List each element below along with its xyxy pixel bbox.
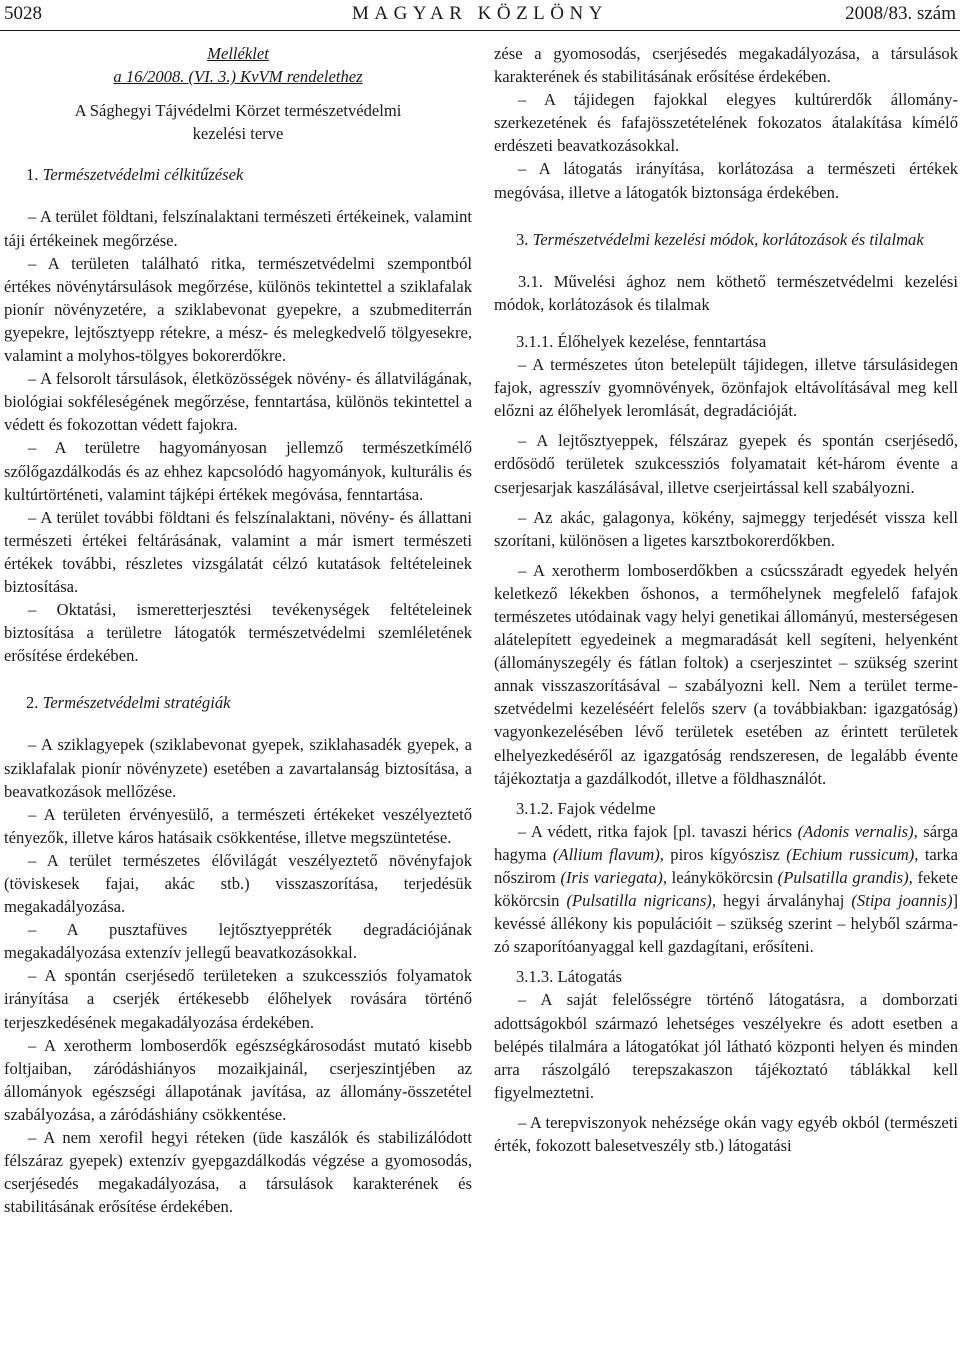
subsection-3-1-2-heading [494,797,958,820]
document-title-line1: A Sághegyi Tájvédelmi Körzet természetvédelmi [74,101,402,121]
section2-paragraph: – A xerotherm lomboserdők egészségkárosodást mutató kisebb foltjaiban, záródáshiányos mozaikjainál, cserjeszintjében az állományok egészségi állapotának javítása, az állomány-összetétel szabályozása, a záródáshiány csökkentése. [4,1035,472,1124]
section1-paragraph: – A területre hagyományosan jellemző természetkímélő szőlőgazdálkodás és az ehhez kapcsolódó hagyományok, kulturális és kultúrtörténeti, valamint tájképi értékek megóvása, fenntartása. [4,438,472,504]
right-column [494,42,958,1157]
section1-title: Természetvédelmi célkitűzések [42,165,244,185]
species-name: (Pulsatilla nigricans), [566,891,716,911]
section2-heading [4,691,472,714]
document-title-line2: kezelési terve [192,124,284,144]
section1-paragraph: – A területen található ritka, természetvédelmi szempontból értékes növénytársulások megőrzése, különös tekintettel a sziklafalak pionír növényzetére, a sziklabevonat gyepekre, a szubmediterrán gyepekre, lejtősztyepp rétekre, a mész- és melegkedvelő tölgyesekre, valamint a molyhos-tölgyes bokorerdőkre. [4,253,472,366]
species-name: (Allium flavum) [552,844,660,864]
subsection-3-1-1-heading [494,330,958,353]
section1-paragraph: – A terület további földtani és felszínalaktani, növény- és állattani természeti értékei feltárásának, valamint a már ismert természeti értékek további, részletes vizsgálatát célzó kutatások feltételeinek biztosítása. [4,507,472,596]
issue-number: 2008/83. szám [845,3,956,24]
section3-heading [494,228,958,251]
section2-paragraph: – A területen érvényesülő, a természeti értékeket veszélyeztető tényezők, illetve káros hatásaik csökkentése, illetve megszüntetése. [4,804,472,847]
subsection-3-1-1-paragraph: – A lejtősztyeppek, félszáraz gyepek és spontán cserjésedő, erdősödő területek szukcessziós folyamatait két-három évente a cserjesarjak kaszálásával, illetve cserjeirtással kell szabályozni. [494,431,958,497]
section2-paragraph: – A nem xerofil hegyi réteken (üde kaszálók és stabilizálódott félszáraz gyepek) extenzív gyepgazdálkodás végzése a gyomosodás, cserjésedés megakadályozása, a társulások karakterének és stabilitásának erősítése érdekében. [4,1128,472,1217]
page-number: 5028 [4,3,42,24]
section2-paragraph: – A sziklagyepek (sziklabevonat gyepek, sziklahasadék gyepek, a sziklafalak pionír növényzete) esetében a zavartalanság biztosítása, a beavatkozások mellőzése. [4,735,472,801]
left-column [4,42,472,1217]
header-rule [0,30,960,31]
section1-paragraph: – A felsorolt társulások, életközösségek növény- és állatvilágának, biológiai sokféleségének megőrzése, fenntartása, különös tekintettel a védett és fokozottan védett fajokra. [4,369,472,435]
subsection-3-1-1-paragraph: – A xerotherm lomboserdőkben a csúcsszáradt egyedek helyén keletkező lékekben őshonos, a termőhelynek megfelelő fafajok természetes utódainak vagy helyi genetikai állományú, mesterségesen alátelepített egyedeinek a megmaradását kell segíteni, helyenként (állományszegély és fátlan foltok) a cserjeszintet – szükség szerint annak visszaszorításával – szabályozni kell. Nem a terület termeszetvédelmi kezeléséért felelős szerv (a továbbiakban: igazgatóság) vagyonkezelésében lévő területek esetében az érintett területek elhelyezkedéséről az igazgatóság rendszeresen, de legalább évente tájékoztatja a gazdálkodót, illetve a földhasználót. [494,560,959,788]
subsection-3-1-1-number: 3.1.1. [516,331,554,351]
species-name: (Stipa joannis) [851,891,953,911]
subsection-3-1: 3.1. Művelési ághoz nem köthető természetvédelmi kezelési módok, korlátozások és tilalmak [494,271,958,314]
journal-title: MAGYAR KÖZLÖNY [352,3,608,24]
section2-paragraph: – A pusztafüves lejtősztyeppréték degradációjának megakadályozása extenzív jellegű beavatkozásokkal. [4,920,472,963]
section2-paragraph: – A terület természetes élővilágát veszélyeztető növényfajok (töviskesek fajai, akác stb.) visszaszorítása, terjedésük megakadályozása. [4,850,472,917]
page-header [0,0,960,34]
document-title [4,99,472,145]
species-name: (Echium russicum) [786,844,915,864]
section3-title: Természetvédelmi kezelési módok, korlátozások és tilalmak [532,229,924,249]
section2-paragraph-continued [494,42,958,88]
subsection-3-1-2-title: Fajok védelme [557,798,656,818]
section1-paragraph: – A terület földtani, felszínalaktani természeti értékeinek, valamint táji értékeinek megőrzése. [4,207,472,250]
subsection-3-1-2-number: 3.1.2. [516,798,554,818]
subsection-3-1-2-paragraph: – A védett, ritka fajok [pl. tavaszi hérics (Adonis vernalis), sárga hagyma (Allium flavum), piros kígyószisz (Echium russicum), tarka nőszirom (Iris variegata), leánykökörcsin (Pulsatilla grandis), fekete kökörcsin (Pulsatilla nigricans), hegyi árvalányhaj (Stipa joannis)] kevéssé állékony kis populációit – szükség szerint – helyből származó szaporítóanyaggal kell gazdagítani, erősíteni. [494,821,958,957]
subsection-3-1-1-title: Élőhelyek kezelése, fenntartása [557,331,767,351]
species-name: (Iris variegata) [560,868,663,887]
subsection-3-1-3-number: 3.1.3. [516,967,554,987]
subsection-3-1-1-paragraph: – Az akác, galagonya, kökény, sajmeggy terjedését vissza kell szorítani, különösen a ligetes karsztbokorerdőkben. [494,507,958,550]
annex-label: Melléklet [207,44,269,63]
section3-number: 3. [516,229,529,249]
section1-heading [4,163,472,186]
section1-paragraph: – Oktatási, ismeretterjesztési tevékenységek feltételeinek biztosítása a területre látogatók természetvédelmi szemléletének erősítése érdekében. [4,600,472,666]
section1-number: 1. [26,165,39,185]
subsection-3-1-3-paragraph: – A terepviszonyok nehézsége okán vagy egyéb okból (természeti érték, fokozott balesetveszély stb.) látogatási [494,1112,958,1156]
annex-reference: a 16/2008. (VI. 3.) KvVM rendelethez [113,67,363,87]
section2-paragraph: – A spontán cserjésedő területeken a szukcessziós folyamatok irányítása a cserjék értékesebb élőhelyek rovására történő terjeszkedésének megakadályozása érdekében. [4,966,472,1032]
section2-number: 2. [26,693,39,713]
species-name: (Pulsatilla grandis), [777,868,913,887]
section2-paragraph: – A látogatás irányítása, korlátozása a természeti értékek megóvása, illetve a látogatók biztonsága érdekében. [494,159,958,202]
section2-paragraph: – A tájidegen fajokkal elegyes kultúrerdők állományszerkezetének és fafajösszetételének fokozatos átalakítása kímélő erdészeti beavatkozásokkal. [494,90,958,156]
section2-continued-text: zése a gyomosodás, cserjésedés megakadályozása, a társulások karakterének és stabilitásának erősítése érdekében. [494,44,958,87]
subsection-3-1-3-title: Látogatás [557,967,623,987]
annex-heading [4,42,472,88]
subsection-3-1-3-paragraph: – A saját felelősségre történő látogatásra, a domborzati adottságokból származó lehetséges veszélyekre és adott esetben a belépés tilalmára a látogatókat jól látható központi helyen és minden arra rászolgáló terepszakaszon tájékoztató táblákkal kell figyelmeztetni. [494,990,958,1102]
subsection-3-1-3-heading [494,965,958,988]
section2-title: Természetvédelmi stratégiák [42,693,231,713]
subsection-3-1-1-paragraph: – A természetes úton betelepült tájidegen, illetve társulásidegen fajok, agresszív gyomnövények, özönfajok eltávolításával meg kell előzni az élőhelyek leromlását, degradációját. [494,355,958,421]
species-name: (Adonis vernalis) [797,821,914,841]
